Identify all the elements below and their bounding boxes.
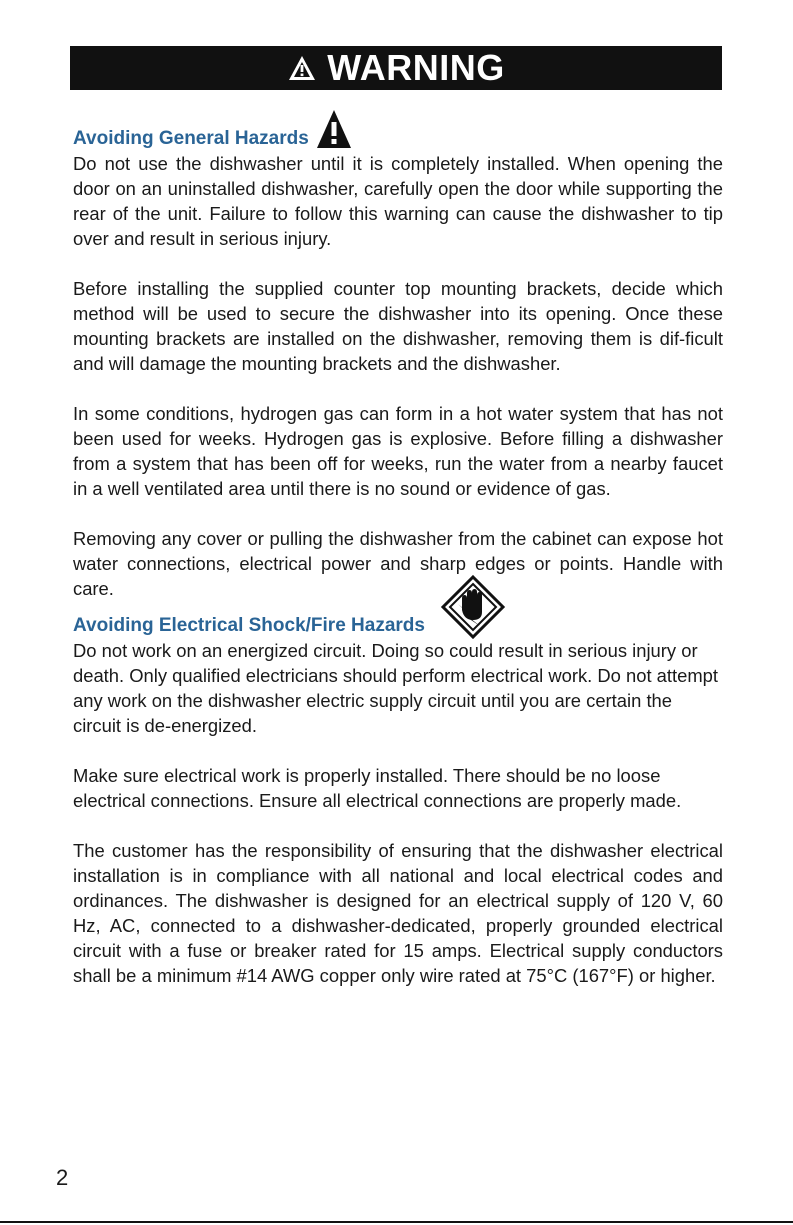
paragraph: In some conditions, hydrogen gas can form in a hot water system that has not been used for weeks. Hydrogen gas is explosive. Before filling a dishwasher from a system that has been off for weeks, run the water from a nearby faucet in a well ventilated area until there is no sound or evidence of gas. xyxy=(73,403,723,499)
warning-banner xyxy=(70,46,722,90)
heading-text: Avoiding Electrical Shock/Fire Hazards xyxy=(73,615,425,636)
warning-triangle-icon xyxy=(287,54,317,82)
paragraph: Do not work on an energized circuit. Doing so could result in serious injury or death. Only qualified electricians should perform electrical work. Do not attempt any work on the dishwasher electric supply circuit until you are certain the circuit is de-energized. xyxy=(73,640,719,736)
warning-triangle-icon xyxy=(315,108,353,150)
section-heading-general-hazards xyxy=(73,108,723,151)
document-body xyxy=(73,108,723,988)
paragraph: Before installing the supplied counter top mounting brackets, decide which method will be used to secure the dishwasher into its opening. Once these mounting brackets are installed on the dishwasher, removing them is dif-ficult and will damage the mounting brackets and the dishwasher. xyxy=(73,278,723,374)
paragraph: The customer has the responsibility of ensuring that the dishwasher electrical installation is in compliance with all national and local electrical codes and ordinances. The dishwasher is designed for an electrical supply of 120 V, 60 Hz, AC, connected to a dishwasher-dedicated, properly grounded electrical circuit with a fuse or breaker rated for 15 amps. Electrical supply conductors shall be a minimum #14 AWG copper only wire rated at 75°C (167°F) or higher. xyxy=(73,840,723,986)
electrical-shock-hazard-icon xyxy=(440,574,506,645)
section-heading-electrical-hazards xyxy=(73,613,723,638)
paragraph: Do not use the dishwasher until it is completely installed. When opening the door on an uninstalled dishwasher, carefully open the door while supporting the rear of the unit. Failure to follow this warning can cause the dishwasher to tip over and result in serious injury. xyxy=(73,153,723,249)
paragraph: Make sure electrical work is properly installed. There should be no loose electrical connections. Ensure all electrical connections are properly made. xyxy=(73,765,682,811)
banner-title: WARNING xyxy=(327,47,505,88)
paragraph: Removing any cover or pulling the dishwasher from the cabinet can expose hot water connections, electrical power and sharp edges or points. Handle with care. xyxy=(73,528,723,599)
page-number: 2 xyxy=(56,1165,69,1190)
bottom-rule xyxy=(0,1221,793,1223)
heading-text: Avoiding General Hazards xyxy=(73,128,309,149)
